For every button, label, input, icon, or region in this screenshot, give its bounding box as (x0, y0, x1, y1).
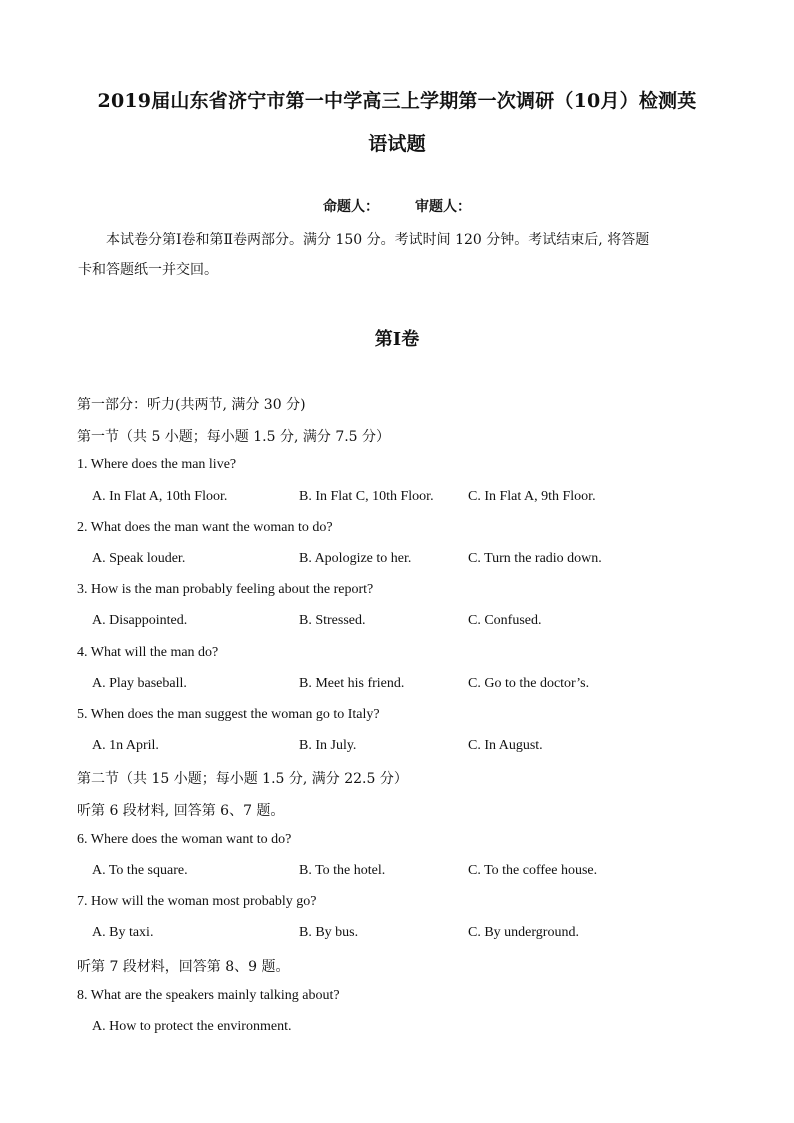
question-3-option-a: A. Disappointed. (92, 613, 188, 628)
question-1: 1. Where does the man live? (77, 457, 237, 472)
question-1-option-b: B. In Flat C, 10th Floor. (299, 489, 434, 504)
question-6-option-c: C. To the coffee house. (468, 863, 598, 878)
question-4-option-c: C. Go to the doctor’s. (468, 676, 590, 691)
proposer-label: 命题人： (323, 199, 379, 215)
question-5-option-b: B. In July. (299, 738, 357, 753)
question-7-option-c: C. By underground. (468, 925, 579, 940)
question-7: 7. How will the woman most probably go? (77, 894, 317, 909)
question-1-option-c: C. In Flat A, 9th Floor. (468, 489, 596, 504)
question-8: 8. What are the speakers mainly talking about? (77, 988, 340, 1003)
question-5-option-c: C. In August. (468, 738, 543, 753)
question-2-option-b: B. Apologize to her. (299, 551, 412, 566)
question-4: 4. What will the man do? (77, 645, 219, 660)
question-7-option-a: A. By taxi. (92, 925, 154, 940)
question-3-option-b: B. Stressed. (299, 613, 366, 628)
question-2-option-a: A. Speak louder. (92, 551, 186, 566)
question-4-option-a: A. Play baseball. (92, 676, 187, 691)
exam-title-line-1: 2019届山东省济宁市第一中学高三上学期第一次调研（10月）检测英 (97, 90, 697, 112)
passage-7-instruction: 听第 7 段材料，回答第 8、9 题。 (77, 959, 290, 975)
section-2-heading: 第二节（共 15 小题；每小题 1.5 分, 满分 22.5 分） (77, 771, 408, 787)
question-6-option-a: A. To the square. (92, 863, 188, 878)
passage-6-instruction: 听第 6 段材料, 回答第 6、7 题。 (77, 803, 285, 819)
intro-text-line-1: 本试卷分第Ⅰ卷和第Ⅱ卷两部分。满分 150 分。考试时间 120 分钟。考试结束后, 将答题 (106, 232, 650, 248)
question-8-option-a: A. How to protect the environment. (92, 1019, 292, 1034)
exam-title-line-2: 语试题 (368, 133, 426, 155)
part-1-heading: 第一部分：听力(共两节, 满分 30 分) (77, 397, 306, 413)
volume-title: 第Ⅰ卷 (374, 329, 420, 350)
question-4-option-b: B. Meet his friend. (299, 676, 405, 691)
intro-text-line-2: 卡和答题纸一并交回。 (78, 262, 218, 278)
question-3: 3. How is the man probably feeling about the report? (77, 582, 374, 597)
question-5: 5. When does the man suggest the woman go to Italy? (77, 707, 380, 722)
question-6-option-b: B. To the hotel. (299, 863, 386, 878)
question-2: 2. What does the man want the woman to do? (77, 520, 333, 535)
question-6: 6. Where does the woman want to do? (77, 832, 292, 847)
question-2-option-c: C. Turn the radio down. (468, 551, 602, 566)
question-1-option-a: A. In Flat A, 10th Floor. (92, 489, 228, 504)
author-line (0, 196, 794, 216)
reviewer-label: 审题人： (415, 199, 471, 215)
section-1-heading: 第一节（共 5 小题；每小题 1.5 分, 满分 7.5 分） (77, 429, 391, 445)
question-3-option-c: C. Confused. (468, 613, 542, 628)
question-5-option-a: A. 1n April. (92, 738, 159, 753)
question-7-option-b: B. By bus. (299, 925, 359, 940)
